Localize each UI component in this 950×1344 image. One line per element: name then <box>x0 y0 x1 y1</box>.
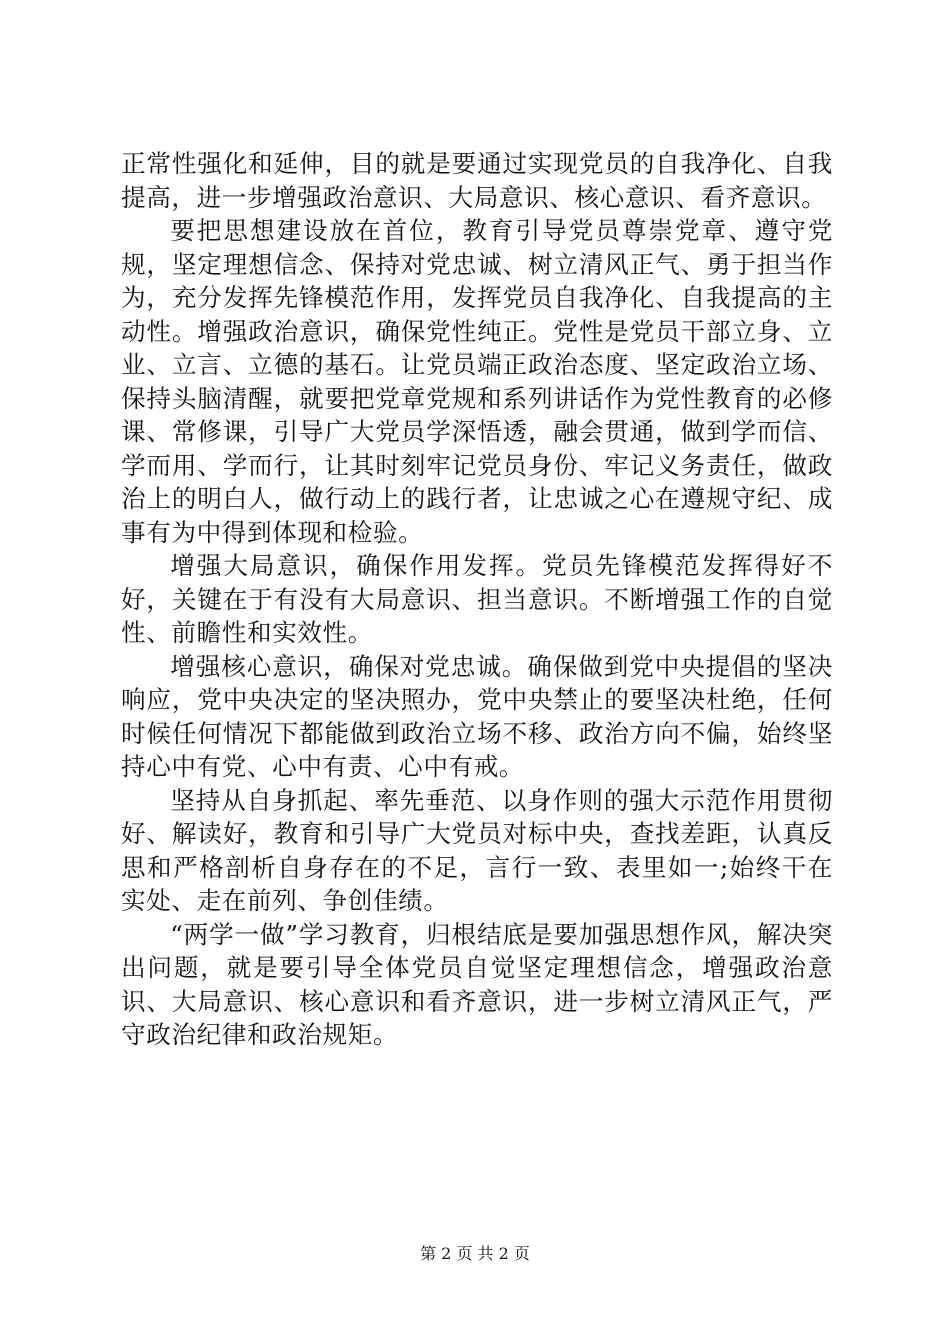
paragraph-core-awareness: 增强核心意识，确保对党忠诚。确保做到党中央提倡的坚决响应，党中央决定的坚决照办，党中央禁止的要坚决杜绝，任何时候任何情况下都能做到政治立场不移、政治方向不偏，始终坚持心中有党、心中有责、心中有戒。 <box>121 651 833 781</box>
document-body <box>121 147 833 1052</box>
paragraph-set-example: 坚持从自身抓起、率先垂范、以身作则的强大示范作用贯彻好、解读好，教育和引导广大党员对标中央，查找差距，认真反思和严格剖析自身存在的不足，言行一致、表里如一;始终干在实处、走在前列、争创佳绩。 <box>121 785 833 915</box>
paragraph-conclusion: “两学一做”学习教育，归根结底是要加强思想作风，解决突出问题，就是要引导全体党员自觉坚定理想信念，增强政治意识、大局意识、核心意识和看齐意识，进一步树立清风正气，严守政治纪律和政治规矩。 <box>121 919 833 1049</box>
paragraph-overall-awareness: 增强大局意识，确保作用发挥。党员先锋模范发挥得好不好，关键在于有没有大局意识、担当意识。不断增强工作的自觉性、前瞻性和实效性。 <box>121 551 833 647</box>
paragraph-ideological-building: 要把思想建设放在首位，教育引导党员尊崇党章、遵守党规，坚定理想信念、保持对党忠诚、树立清风正气、勇于担当作为，充分发挥先锋模范作用，发挥党员自我净化、自我提高的主动性。增强政治意识，确保党性纯正。党性是党员干部立身、立业、立言、立德的基石。让党员端正政治态度、坚定政治立场、保持头脑清醒，就要把党章党规和系列讲话作为党性教育的必修课、常修课，引导广大党员学深悟透，融会贯通，做到学而信、学而用、学而行，让其时刻牢记党员身份、牢记义务责任，做政治上的明白人，做行动上的践行者，让忠诚之心在遵规守纪、成事有为中得到体现和检验。 <box>121 216 833 547</box>
page-number-footer: 第 2 页 共 2 页 <box>420 1244 530 1263</box>
paragraph-continued: 正常性强化和延伸，目的就是要通过实现党员的自我净化、自我提高，进一步增强政治意识、大局意识、核心意识、看齐意识。 <box>121 149 833 212</box>
